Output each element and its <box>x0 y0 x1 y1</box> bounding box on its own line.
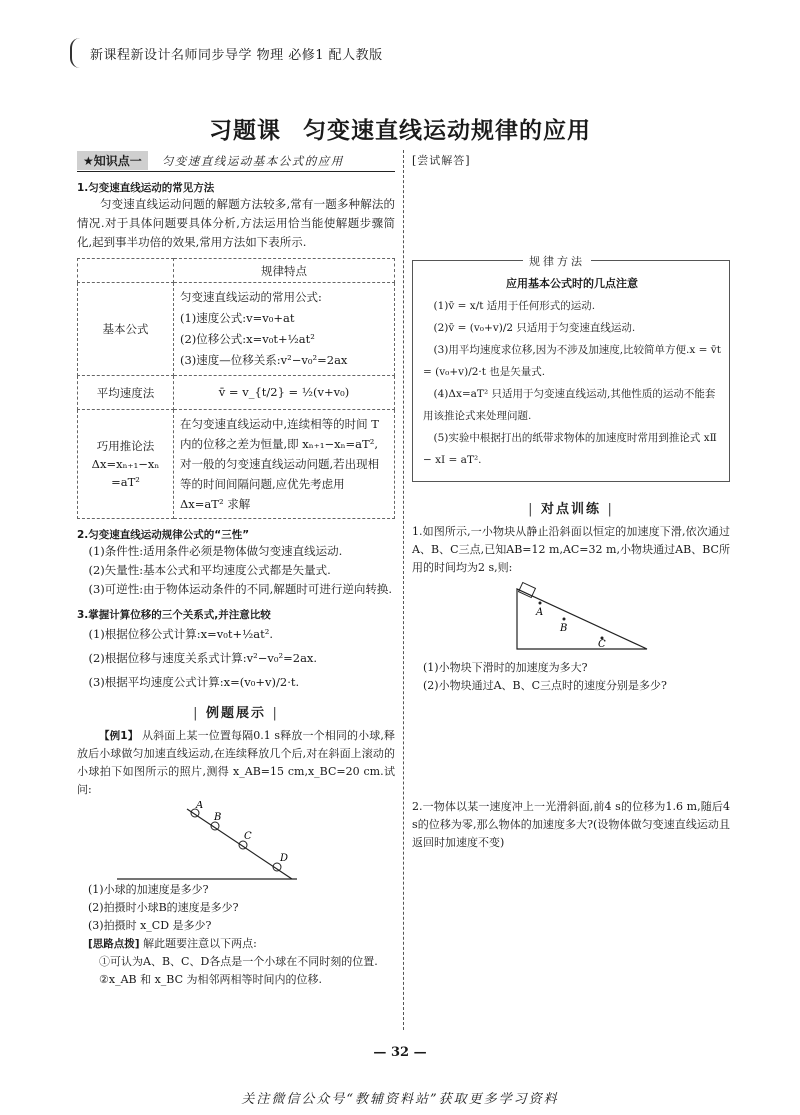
q1-sub: (2)小物块通过A、B、C三点时的速度分别是多少? <box>423 679 667 692</box>
incline-triangle <box>517 589 647 649</box>
methods-table <box>77 258 395 519</box>
section2-item: (2)矢量性:基本公式和平均速度公式都是矢量式. <box>88 563 331 577</box>
method-item: (5)实验中根据打出的纸带求物体的加速度时常用到推论式 xⅡ − xⅠ = aT². <box>423 432 717 466</box>
point-a <box>539 602 542 605</box>
section3-item: (1)根据位移公式计算:x=v₀t+½at². <box>88 627 274 641</box>
practice-q1: 1.如图所示,一小物块从静止沿斜面以恒定的加速度下滑,依次通过A、B、C三点,已知AB=12 m,AC=32 m,小物块通过AB、BC所用的时间均为2 s,则: <box>412 525 730 574</box>
section2-item: (3)可逆性:由于物体运动条件的不同,解题时可进行逆向转换. <box>88 582 392 596</box>
method-title: 应用基本公式时的几点注意 <box>506 277 638 290</box>
point-label: D <box>280 853 289 864</box>
point-label: B <box>214 812 222 823</box>
title-part2: 匀变速直线运动规律的应用 <box>303 118 591 144</box>
hint-tag: [思路点拨] <box>88 938 140 950</box>
point-label: B <box>560 623 568 634</box>
column-divider <box>403 150 404 1030</box>
row-line: (2)位移公式:x=v₀t+½at² <box>180 332 315 346</box>
method-item: (2)v̄ = (v₀+v)/2 只适用于匀变速直线运动. <box>433 322 636 334</box>
row-line: 匀变速直线运动的常用公式: <box>180 290 322 304</box>
method-tag: 规律方法 <box>523 253 591 269</box>
ramp-balls-diagram <box>77 801 395 881</box>
method-item: (4)Δx=aT² 只适用于匀变速直线运动,其他性质的运动不能套用该推论式来处理问题. <box>423 388 716 422</box>
knowledge-heading <box>77 150 395 172</box>
example-question: (3)拍摄时 x_CD 是多少? <box>88 919 212 932</box>
knowledge-badge: ★知识点一 <box>77 151 148 170</box>
section3-item: (3)根据平均速度公式计算:x=(v₀+v)/2·t. <box>88 675 300 689</box>
practice-banner: | 对点训练 | <box>528 502 614 517</box>
method-item: (1)v̄ = x/t 适用于任何形式的运动. <box>433 300 596 312</box>
table-row <box>78 376 395 410</box>
try-answer-label: [尝试解答] <box>412 154 471 167</box>
example-question: (2)拍摄时小球B的速度是多少? <box>88 901 239 914</box>
page-number: — 32 — <box>373 1045 427 1060</box>
table-row <box>78 410 395 519</box>
hint-item: ②x_AB 和 x_BC 为相邻两相等时间内的位移. <box>99 973 322 986</box>
section3-item: (2)根据位移与速度关系式计算:v²−v₀²=2ax. <box>88 651 318 665</box>
page-title <box>0 112 800 145</box>
right-column <box>412 150 730 849</box>
header-text: 新课程新设计名师同步导学 物理 必修1 配人教版 <box>90 48 383 63</box>
header-bracket <box>70 38 80 68</box>
block <box>519 583 536 598</box>
section2-item: (1)条件性:适用条件必须是物体做匀变速直线运动. <box>88 544 343 558</box>
example-question: (1)小球的加速度是多少? <box>88 883 209 896</box>
example-banner: | 例题展示 | <box>193 706 279 721</box>
hint-line <box>77 935 395 953</box>
row-line: (3)速度—位移关系:v²−v₀²=2ax <box>180 353 348 367</box>
section3-heading: 3.掌握计算位移的三个关系式,并注意比较 <box>77 609 271 621</box>
example-label: 【例1】 <box>99 730 139 742</box>
incline-diagram <box>412 579 730 659</box>
example-text <box>77 727 395 799</box>
section1-paragraph: 匀变速直线运动问题的解题方法较多,常有一题多种解法的情况.对于具体问题要具体分析,方法运用恰当能使解题步骤简化,起到事半功倍的效果,常用方法如下表所示. <box>77 197 395 249</box>
table-header: 规律特点 <box>174 259 395 283</box>
row-name: 平均速度法 <box>78 376 174 410</box>
running-header <box>76 32 756 92</box>
table-header-row <box>78 259 395 283</box>
method-box <box>412 255 730 482</box>
row-line: v̄ = v_{t/2} = ½(v+v₀) <box>174 376 395 410</box>
section1-heading: 1.匀变速直线运动的常见方法 <box>77 182 215 194</box>
row-name: 巧用推论法 <box>96 439 155 453</box>
row-formula: =aT² <box>111 475 140 489</box>
table-row <box>78 283 395 376</box>
point-label: C <box>598 639 606 650</box>
row-formula: Δx=xₙ₊₁−xₙ <box>91 457 160 471</box>
row-line: (1)速度公式:v=v₀+at <box>180 311 295 325</box>
point-label: A <box>536 607 544 618</box>
section2-heading: 2.匀变速直线运动规律公式的“三性” <box>77 529 250 541</box>
footer-note: 关注微信公众号“教辅资料站”获取更多学习资料 <box>241 1092 559 1107</box>
point-label: A <box>196 801 204 811</box>
q1-sub: (1)小物块下滑时的加速度为多大? <box>423 661 588 674</box>
row-name: 基本公式 <box>78 283 174 376</box>
hint-item: ①可认为A、B、C、D各点是一个小球在不同时刻的位置. <box>99 955 378 968</box>
left-column <box>77 150 395 989</box>
point-label: C <box>244 831 252 842</box>
practice-q2: 2.一物体以某一速度冲上一光滑斜面,前4 s的位移为1.6 m,随后4 s的位移为零,那么物体的加速度多大?(设物体做匀变速直线运动且返回时加速度不变) <box>412 800 730 849</box>
row-line: 在匀变速直线运动中,连续相等的时间 T 内的位移之差为恒量,即 xₙ₊₁−xₙ=aT²,对一般的匀变速直线运动问题,若出现相等的时间间隔问题,应优先考虑用 Δx=aT² 求解 <box>174 410 395 519</box>
example-body: 从斜面上某一位置每隔0.1 s释放一个相同的小球,释放后小球做匀加速直线运动,在连续释放几个后,对在斜面上滚动的小球拍下如图所示的照片,测得 x_AB=15 cm,x_BC=20 cm.试问: <box>77 729 396 796</box>
knowledge-title: 匀变速直线运动基本公式的应用 <box>161 153 344 168</box>
point-b <box>563 618 566 621</box>
title-part1: 习题课 <box>209 118 281 144</box>
practice-section <box>412 490 730 695</box>
hint-text: 解此题要注意以下两点: <box>143 937 257 950</box>
method-item: (3)用平均速度求位移,因为不涉及加速度,比较简单方便.x = v̄t = (v₀+v)/2·t 也是矢量式. <box>423 344 721 378</box>
